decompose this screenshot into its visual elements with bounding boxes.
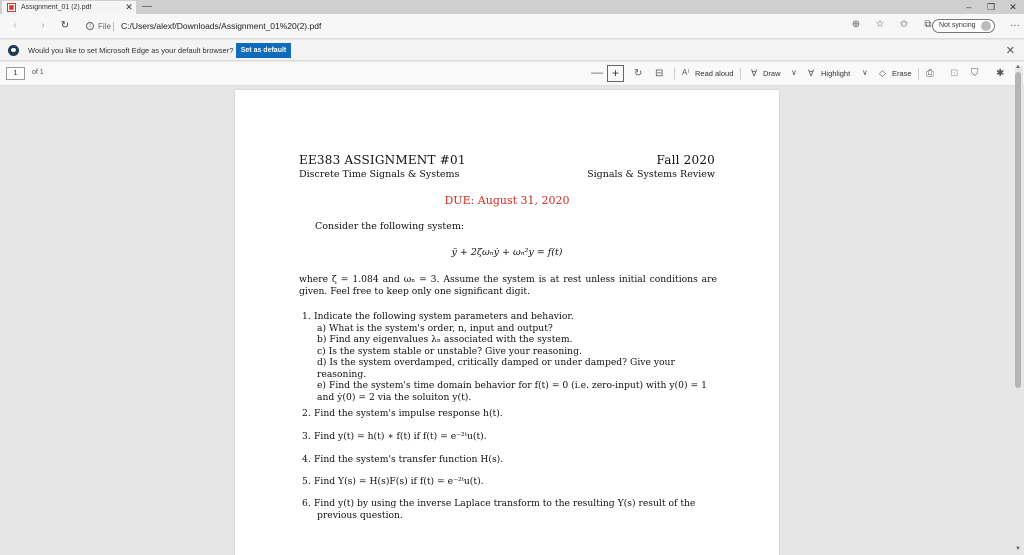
page-total: of 1: [32, 69, 44, 76]
toolbar-divider: [740, 68, 741, 80]
scroll-up-icon[interactable]: ▲: [1015, 64, 1021, 70]
scrollbar-thumb[interactable]: [1015, 72, 1021, 388]
new-tab-button[interactable]: —: [142, 1, 152, 12]
question-part: b) Find any eigenvalues λₙ associated with the system.: [317, 334, 573, 345]
question-3: [302, 431, 716, 443]
tab-strip: [0, 0, 1024, 14]
question-6: [302, 498, 716, 521]
address-input[interactable]: C:/Users/alexf/Downloads/Assignment_01%20(2).pdf: [121, 21, 322, 31]
pdf-icon: ▣: [8, 5, 15, 11]
fit-page-icon[interactable]: ⊟: [655, 68, 664, 79]
more-icon[interactable]: ···: [1010, 20, 1020, 31]
edge-logo-icon: [8, 45, 19, 56]
minimize-button[interactable]: –: [966, 2, 972, 12]
address-divider: [113, 22, 114, 31]
save-as-icon[interactable]: ⛉: [971, 68, 979, 79]
profile-sync-button[interactable]: [932, 19, 995, 33]
question-text: Find y(t) = h(t) ∗ f(t) if f(t) = e⁻²ᵗu(t).: [314, 431, 487, 442]
term-label: Fall 2020: [656, 153, 715, 167]
question-text-continued: previous question.: [317, 509, 403, 521]
question-number: 5.: [302, 476, 311, 487]
toolbar-divider: [918, 68, 919, 80]
intro-text: Consider the following system:: [315, 221, 465, 232]
highlight-label[interactable]: Highlight: [821, 69, 851, 78]
infobar-message: Would you like to set Microsoft Edge as your default browser?: [28, 46, 234, 55]
infobar-close-icon[interactable]: ✕: [1005, 45, 1015, 57]
zoom-in-button[interactable]: +: [607, 65, 624, 82]
erase-icon[interactable]: ◇: [879, 68, 886, 78]
question-number: 1.: [302, 311, 311, 322]
read-aloud-icon[interactable]: A⁾: [682, 68, 690, 77]
question-5: [302, 476, 716, 488]
question-number: 3.: [302, 431, 311, 442]
zoom-icon[interactable]: ⊕: [851, 19, 861, 30]
question-part: c) Is the system stable or unstable? Give your reasoning.: [317, 345, 582, 357]
tab-close-icon[interactable]: ✕: [125, 2, 133, 12]
address-bar-row: [0, 14, 1024, 39]
header-right: [587, 153, 715, 180]
pin-icon[interactable]: ✱: [996, 68, 1005, 79]
browser-tab[interactable]: [2, 1, 136, 14]
parameters-text: where ζ = 1.084 and ωₙ = 3. Assume the system is at rest unless initial conditions are given. Feel free to keep only one significant digit.: [299, 274, 717, 297]
scroll-down-icon[interactable]: ▼: [1015, 546, 1021, 552]
pdf-page: [235, 90, 779, 555]
course-subtitle: Discrete Time Signals & Systems: [299, 169, 460, 180]
topic-label: Signals & Systems Review: [587, 169, 715, 180]
question-1: [302, 311, 716, 403]
question-text: Find y(t) by using the inverse Laplace transform to the resulting Y(s) result of the: [314, 498, 696, 509]
save-icon[interactable]: ⊡: [950, 68, 959, 79]
collections-icon[interactable]: ⧉: [924, 19, 932, 30]
refresh-button[interactable]: ↻: [60, 20, 70, 31]
erase-label[interactable]: Erase: [892, 69, 912, 78]
draw-chevron-down-icon[interactable]: ∨: [791, 68, 797, 77]
favorite-icon[interactable]: ☆: [875, 19, 885, 30]
header-left: [299, 153, 466, 180]
zoom-out-button[interactable]: —: [591, 65, 603, 79]
address-icons: [850, 19, 934, 30]
forward-button[interactable]: ›: [41, 20, 45, 31]
favorites-icon[interactable]: ✩: [899, 19, 909, 30]
page-number-input[interactable]: 1: [6, 67, 25, 80]
rotate-icon[interactable]: ↻: [634, 68, 643, 79]
default-browser-infobar: [0, 40, 1024, 61]
question-text: Find the system's transfer function H(s).: [314, 454, 504, 465]
read-aloud-label[interactable]: Read aloud: [695, 69, 734, 78]
toolbar-divider: [674, 68, 675, 80]
question-text: Indicate the following system parameters and behavior.: [314, 311, 574, 322]
question-part: a) What is the system's order, n, input and output?: [317, 322, 553, 334]
question-text: Find the system's impulse response h(t).: [314, 408, 503, 419]
question-part: d) Is the system overdamped, critically damped or under damped? Give your reasoning.: [317, 357, 675, 380]
set-default-button[interactable]: Set as default: [236, 43, 291, 58]
question-part-continued: and ẏ(0) = 2 via the soluiton y(t).: [317, 391, 472, 403]
avatar: [981, 21, 991, 31]
assignment-title: EE383 ASSIGNMENT #01: [299, 153, 466, 167]
due-date: DUE: August 31, 2020: [444, 194, 570, 207]
close-window-button[interactable]: ✕: [1009, 2, 1017, 12]
draw-label[interactable]: Draw: [763, 69, 781, 78]
question-part: e) Find the system's time domain behavior for f(t) = 0 (i.e. zero-input) with y(0) = 1: [317, 380, 707, 391]
pdf-toolbar: [0, 62, 1024, 86]
question-2: [302, 408, 716, 420]
tab-title: Assignment_01 (2).pdf: [21, 4, 92, 11]
question-number: 6.: [302, 498, 311, 509]
question-4: [302, 454, 716, 466]
back-button[interactable]: ‹: [13, 20, 17, 31]
question-number: 2.: [302, 408, 311, 419]
file-label: File: [98, 22, 111, 31]
question-number: 4.: [302, 454, 311, 465]
maximize-button[interactable]: ❐: [986, 2, 996, 12]
highlight-icon[interactable]: ∀: [808, 68, 815, 78]
draw-icon[interactable]: ∀: [751, 68, 758, 78]
highlight-chevron-down-icon[interactable]: ∨: [862, 68, 868, 77]
window-controls: [958, 0, 1024, 14]
print-icon[interactable]: ⎙: [926, 68, 934, 79]
question-text: Find Y(s) = H(s)F(s) if f(t) = e⁻²ᵗu(t).: [314, 476, 484, 487]
sync-label: Not syncing: [939, 22, 976, 29]
system-equation: ÿ + 2ζωₙẏ + ωₙ²y = f(t): [451, 247, 563, 258]
info-icon[interactable]: i: [86, 22, 94, 30]
